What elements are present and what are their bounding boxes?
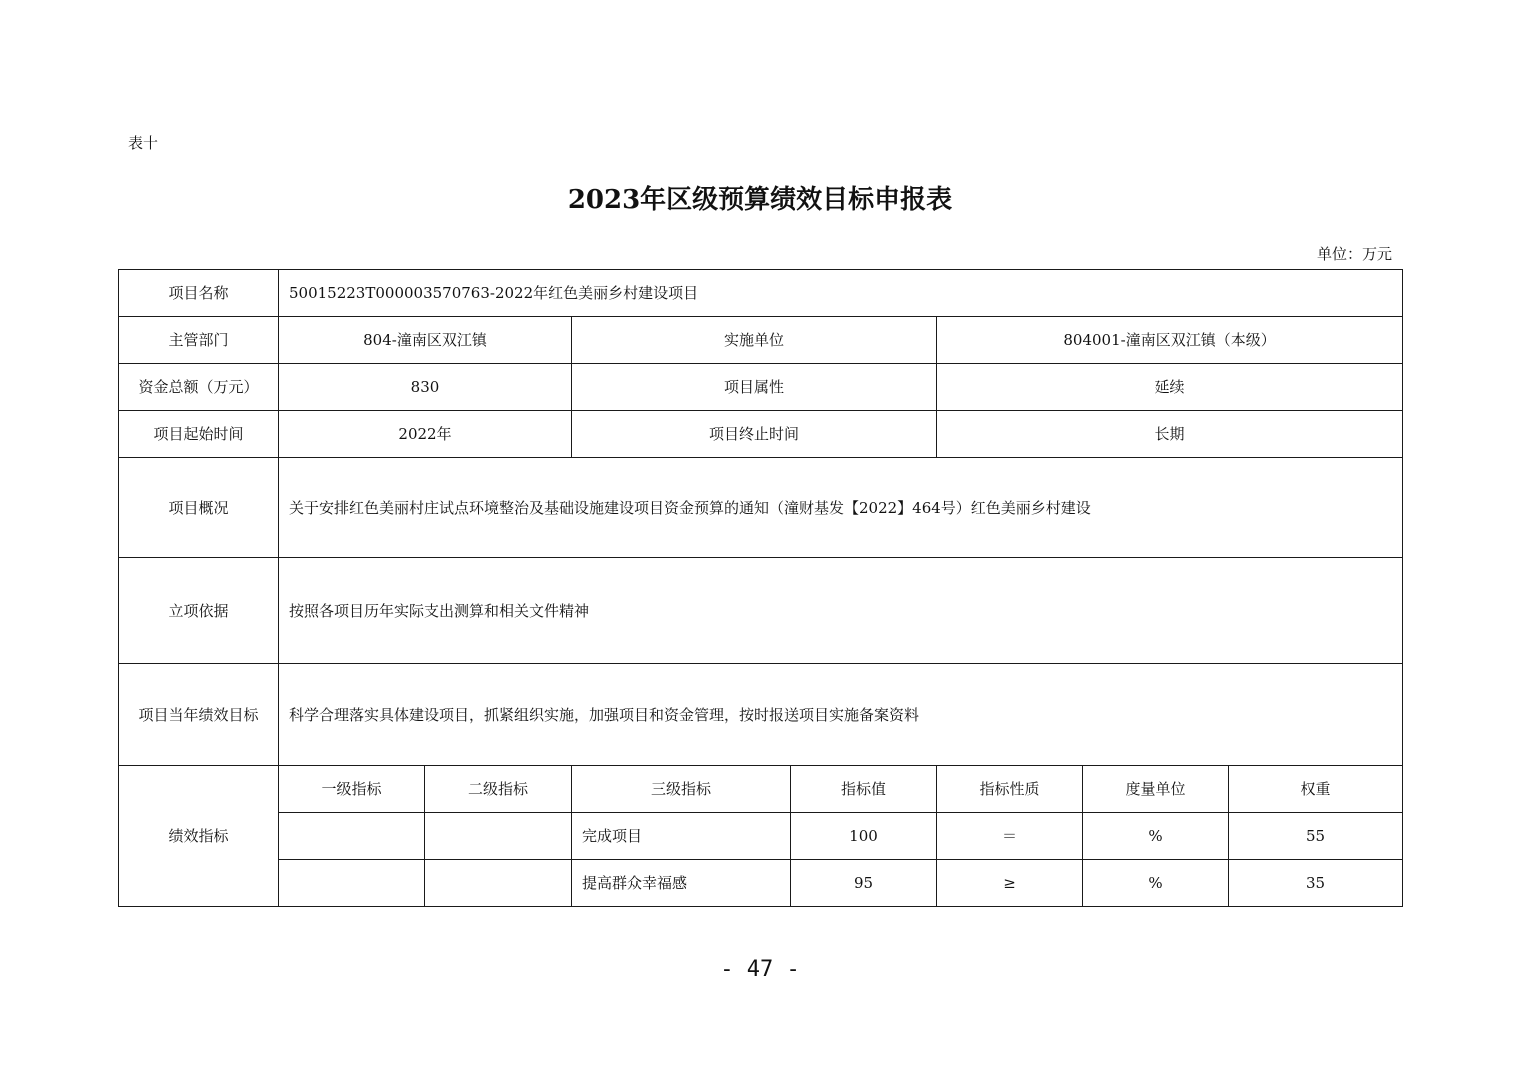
value-cell: 100 <box>791 813 937 860</box>
level3-cell: 提高群众幸福感 <box>572 860 791 907</box>
performance-target-table <box>118 269 1403 907</box>
unit-cell: % <box>1083 813 1229 860</box>
fund-label: 资金总额（万元） <box>119 364 279 411</box>
goal-label: 项目当年绩效目标 <box>119 664 279 766</box>
unit-cell: % <box>1083 860 1229 907</box>
dept-label: 主管部门 <box>119 317 279 364</box>
overview-label: 项目概况 <box>119 458 279 558</box>
page-number: - 47 - <box>720 957 800 982</box>
goal-value: 科学合理落实具体建设项目，抓紧组织实施，加强项目和资金管理，按时报送项目实施备案资料 <box>279 664 1403 766</box>
level2-cell <box>425 860 572 907</box>
row-overview <box>119 458 1403 558</box>
unit-note: 单位：万元 <box>1316 245 1392 263</box>
row-department <box>119 317 1403 364</box>
fund-value: 830 <box>279 364 572 411</box>
header-weight: 权重 <box>1229 766 1403 813</box>
row-project-name <box>119 270 1403 317</box>
value-cell: 95 <box>791 860 937 907</box>
header-level3: 三级指标 <box>572 766 791 813</box>
level1-cell <box>279 813 425 860</box>
end-value: 长期 <box>937 411 1403 458</box>
basis-label: 立项依据 <box>119 558 279 664</box>
attr-value: 延续 <box>937 364 1403 411</box>
row-timeframe <box>119 411 1403 458</box>
impl-value: 804001-潼南区双江镇（本级） <box>937 317 1403 364</box>
header-unit: 度量单位 <box>1083 766 1229 813</box>
dept-value: 804-潼南区双江镇 <box>279 317 572 364</box>
header-nature: 指标性质 <box>937 766 1083 813</box>
basis-value: 按照各项目历年实际支出测算和相关文件精神 <box>279 558 1403 664</box>
header-level2: 二级指标 <box>425 766 572 813</box>
table-number: 表十 <box>128 134 159 152</box>
weight-cell: 35 <box>1229 860 1403 907</box>
weight-cell: 55 <box>1229 813 1403 860</box>
table-row <box>119 860 1403 907</box>
nature-cell: ＝ <box>937 813 1083 860</box>
overview-value: 关于安排红色美丽村庄试点环境整治及基础设施建设项目资金预算的通知（潼财基发【2022】464号）红色美丽乡村建设 <box>279 458 1403 558</box>
start-label: 项目起始时间 <box>119 411 279 458</box>
row-annual-goal <box>119 664 1403 766</box>
level1-cell <box>279 860 425 907</box>
document-title: 2023年区级预算绩效目标申报表 <box>567 185 953 215</box>
project-name-label: 项目名称 <box>119 270 279 317</box>
level2-cell <box>425 813 572 860</box>
indicators-label: 绩效指标 <box>119 766 279 907</box>
level3-cell: 完成项目 <box>572 813 791 860</box>
row-funding <box>119 364 1403 411</box>
row-basis <box>119 558 1403 664</box>
impl-label: 实施单位 <box>572 317 937 364</box>
start-value: 2022年 <box>279 411 572 458</box>
header-value: 指标值 <box>791 766 937 813</box>
row-indicator-header <box>119 766 1403 813</box>
attr-label: 项目属性 <box>572 364 937 411</box>
end-label: 项目终止时间 <box>572 411 937 458</box>
table-row <box>119 813 1403 860</box>
project-name-value: 50015223T000003570763-2022年红色美丽乡村建设项目 <box>279 270 1403 317</box>
header-level1: 一级指标 <box>279 766 425 813</box>
nature-cell: ≥ <box>937 860 1083 907</box>
